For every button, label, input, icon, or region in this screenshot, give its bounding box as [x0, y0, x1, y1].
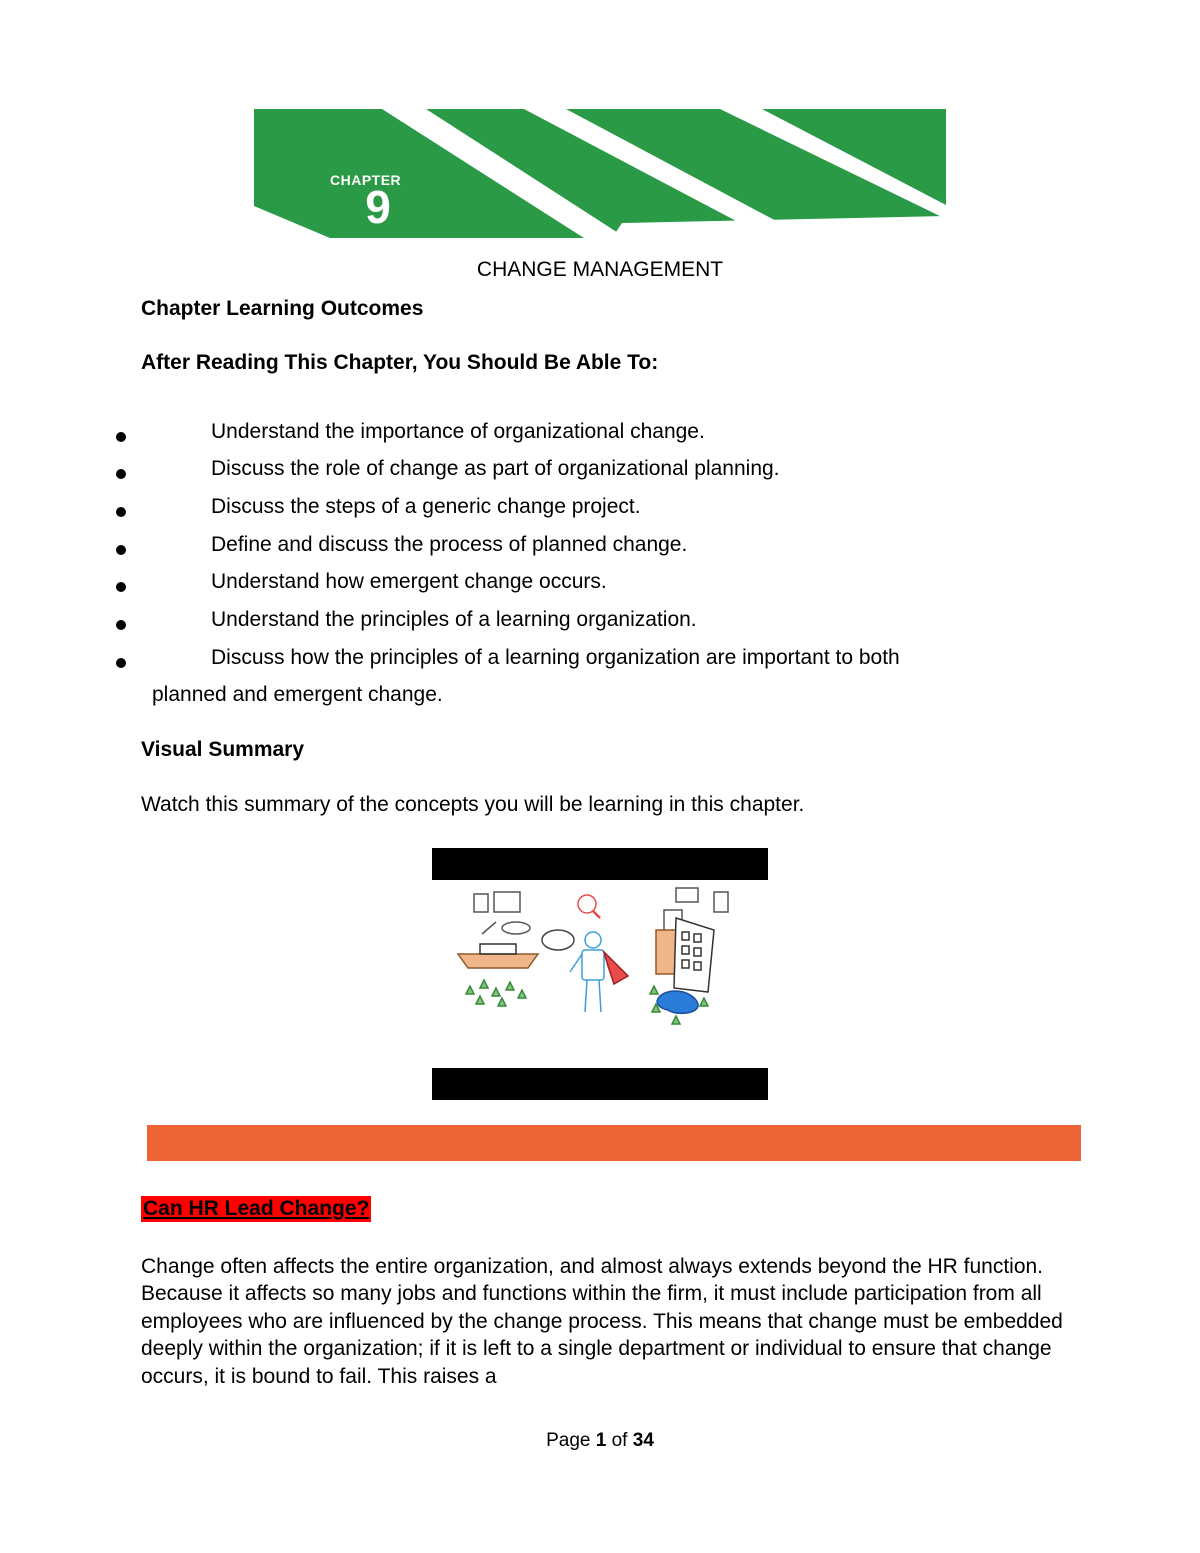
outcomes-heading: Chapter Learning Outcomes [141, 297, 424, 320]
visual-summary-text: Watch this summary of the concepts you will be learning in this chapter. [141, 793, 805, 816]
bullet-icon [116, 582, 126, 592]
hr-superhero-sketch-icon [458, 888, 728, 1024]
body-paragraph: Change often affects the entire organization, and almost always extends beyond the HR function. Because it affects so many jobs and functions within the firm, it must include participation from all employees who are influenced by the change process. This means that change must be embedded deeply within the organization; if it is left to a single department or individual to ensure that change occurs, it is bound to fail. This raises a [141, 1255, 1063, 1388]
outcome-item: Understand the principles of a learning organization. [116, 608, 1016, 644]
video-thumbnail[interactable] [432, 848, 768, 1100]
bullet-icon [116, 432, 126, 442]
chapter-label: CHAPTER [330, 172, 402, 188]
bullet-icon [116, 620, 126, 630]
section-divider-bar [147, 1125, 1081, 1161]
able-to-heading: After Reading This Chapter, You Should Be Able To: [141, 351, 659, 374]
visual-summary-heading: Visual Summary [141, 738, 305, 761]
outcome-item: Understand the importance of organizational change. [116, 420, 1016, 456]
outcome-item: Discuss how the principles of a learning organization are important to both [116, 646, 1016, 682]
chapter-number: 9 [365, 181, 391, 233]
bullet-icon [116, 507, 126, 517]
outcome-continuation: planned and emergent change. [152, 683, 443, 706]
document-title: CHANGE MANAGEMENT [476, 258, 724, 281]
outcome-item: Understand how emergent change occurs. [116, 570, 1016, 606]
bullet-icon [116, 658, 126, 668]
outcome-item: Define and discuss the process of planned change. [116, 533, 1016, 569]
page-number-footer: Page 1 of 34 [546, 1430, 654, 1451]
bullet-icon [116, 469, 126, 479]
outcome-item: Discuss the role of change as part of organizational planning. [116, 457, 1016, 493]
section-heading: Can HR Lead Change? [143, 1197, 370, 1220]
outcome-item: Discuss the steps of a generic change project. [116, 495, 1016, 531]
bullet-icon [116, 545, 126, 555]
